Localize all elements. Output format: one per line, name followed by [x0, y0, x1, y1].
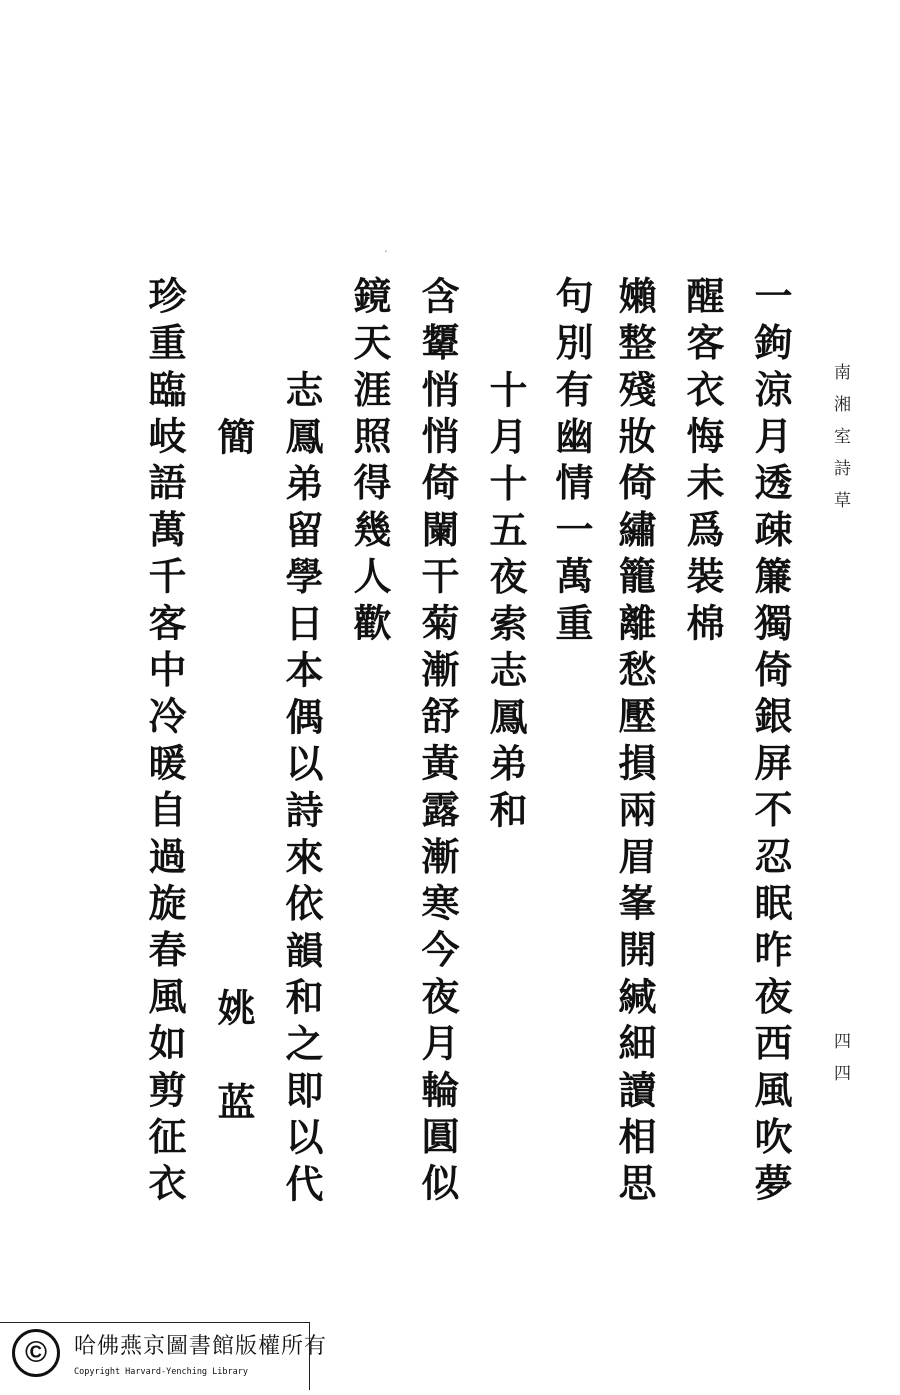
page-number: 四四 — [830, 1032, 850, 1096]
poem-title-2-end: 簡 — [211, 417, 256, 464]
poem-line-3: 嬾整殘妝倚繡籠離愁壓損兩眉峯開緘細讀相思 — [612, 276, 657, 1210]
copyright-box — [0, 1322, 328, 1390]
poem-line-4: 句別有幽情一萬重 — [549, 276, 594, 650]
poem-title-1: 十月十五夜索志鳳弟和 — [483, 370, 528, 837]
copyright-english: Copyright Harvard-Yenching Library — [74, 1367, 248, 1377]
ink-speck: ′ — [385, 250, 388, 261]
poem-line-5: 含顰悄悄倚闌干菊漸舒黃露漸寒今夜月輪圓似 — [415, 276, 460, 1210]
author-surname: 姚 — [211, 988, 256, 1035]
book-title: 南湘室詩草 — [830, 363, 850, 523]
copyright-chinese: 哈佛燕京圖書館版權所有 — [74, 1334, 328, 1359]
poem-title-2: 志鳳弟留學日本偶以詩來依韻和之即以代 — [279, 370, 324, 1211]
poem-line-1: 一鉤涼月透疎簾獨倚銀屏不忍眠昨夜西風吹夢 — [748, 276, 793, 1210]
poem-line-6: 鏡天涯照得幾人歡 — [347, 276, 392, 650]
poem-line-7: 珍重臨岐語萬千客中冷暖自過旋春風如剪征衣 — [142, 276, 187, 1210]
author-given-name: 蓝 — [211, 1082, 256, 1129]
poem-line-2: 醒客衣悔未爲裝棉 — [680, 276, 725, 650]
copyright-icon: © — [12, 1329, 60, 1377]
